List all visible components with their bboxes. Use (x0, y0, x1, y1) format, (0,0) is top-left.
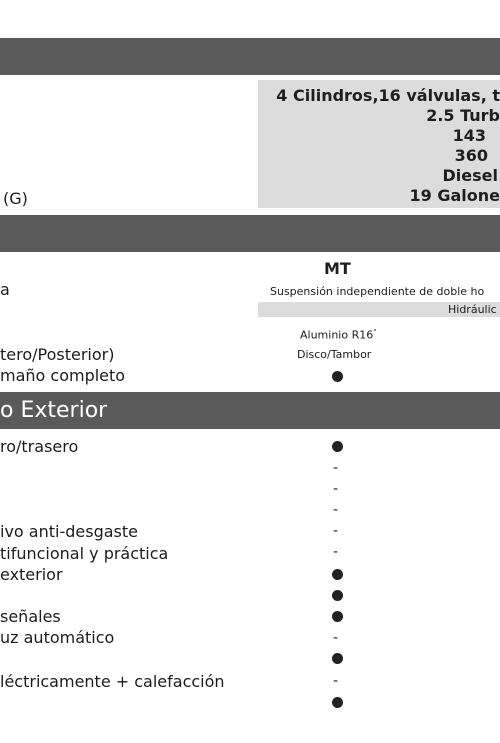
wheels-value (300, 328, 376, 342)
bullet-icon (332, 441, 343, 452)
brakes-value: Disco/Tambor (297, 348, 372, 361)
engine-value: 143 (452, 126, 486, 145)
dash-icon: - (333, 502, 339, 518)
list-item-label: léctricamente + calefacción (0, 672, 225, 691)
brakes-label: tero/Posterior) (0, 345, 115, 364)
engine-value: 2.5 Turb (426, 106, 500, 125)
bullet-icon (332, 569, 343, 580)
dash-icon: - (333, 544, 339, 560)
exterior-title: o Exterior (0, 398, 108, 423)
wheels-sup: " (373, 328, 377, 336)
dash-icon: - (333, 523, 339, 539)
engine-row-label: (G) (3, 189, 28, 208)
engine-value: 4 Cilindros,16 válvulas, t (276, 86, 500, 105)
transmission-value: MT (324, 259, 351, 278)
bullet-icon (332, 697, 343, 708)
engine-values-box (258, 80, 500, 208)
list-item-label: señales (0, 607, 61, 626)
steering-value: Hidráulic (448, 303, 497, 316)
engine-value: 19 Galone (409, 186, 500, 205)
dash-icon: - (333, 630, 339, 646)
dash-icon: - (333, 460, 339, 476)
list-item-label: ro/trasero (0, 437, 79, 456)
engine-value: Diesel (442, 166, 498, 185)
list-item-label: tifuncional y práctica (0, 544, 169, 563)
suspension-label: a (0, 280, 10, 299)
wheels-text: Aluminio R16 (300, 328, 374, 342)
bullet-icon (332, 653, 343, 664)
bullet-icon (332, 611, 343, 622)
dash-icon: - (333, 673, 339, 689)
spare-label: maño completo (0, 366, 126, 385)
list-item-label: exterior (0, 565, 63, 584)
section-header-exterior (0, 392, 500, 429)
engine-value: 360 (454, 146, 488, 165)
dash-icon: - (333, 481, 339, 497)
bullet-icon (332, 590, 343, 601)
section-header-chassis (0, 215, 500, 252)
list-item-label: uz automático (0, 628, 115, 647)
section-header-engine (0, 38, 500, 75)
suspension-value: Suspensión independiente de doble ho (270, 285, 485, 298)
spare-bullet (332, 371, 343, 382)
list-item-label: ivo anti-desgaste (0, 522, 138, 541)
